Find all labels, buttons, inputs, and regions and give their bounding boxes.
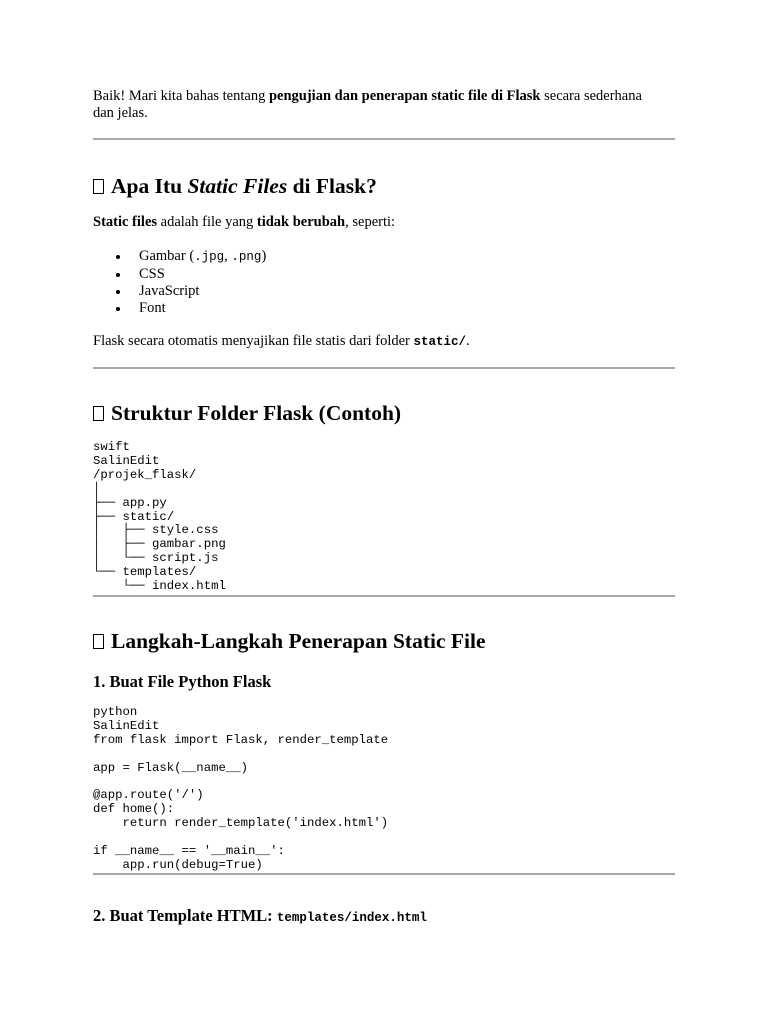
code-line — [93, 776, 388, 790]
heading-italic-text: Static Files — [187, 174, 288, 198]
inline-code: templates/index.html — [276, 911, 427, 925]
inline-code: .jpg — [194, 250, 225, 264]
code-line: app = Flask(__name__) — [93, 760, 248, 775]
code-line: /projek_flask/ — [93, 467, 197, 482]
code-line: python — [93, 705, 138, 719]
code-line: │ ├── gambar.png — [93, 537, 226, 552]
missing-glyph-icon — [93, 406, 104, 421]
list-item-text: Gambar ( — [139, 248, 195, 264]
code-line: SalinEdit — [93, 718, 160, 733]
inline-code: .png — [231, 250, 262, 264]
divider — [93, 873, 675, 875]
heading-text: di Flask? — [287, 174, 377, 198]
code-line: SalinEdit — [93, 453, 160, 468]
list-item — [139, 283, 266, 300]
code-line: │ — [93, 481, 101, 496]
code-line: from flask import Flask, render_template — [93, 732, 389, 747]
code-line: │ └── script.js — [93, 551, 219, 566]
divider — [93, 595, 675, 597]
step1-title — [93, 672, 271, 692]
paragraph-text: . — [466, 333, 470, 349]
definition-term: Static files — [93, 214, 158, 230]
definition-text: , seperti: — [345, 214, 396, 230]
list-item — [139, 248, 266, 266]
code-line: if __name__ == '__main__': — [93, 844, 285, 859]
divider — [93, 138, 675, 140]
code-line: def home(): — [93, 802, 175, 817]
code-line: ├── static/ — [93, 509, 175, 524]
step-title-text: 1. Buat File Python Flask — [93, 672, 272, 691]
paragraph-text: Flask secara otomatis menyajikan file statis dari folder — [93, 333, 414, 349]
folder-structure-code-block — [93, 441, 226, 594]
intro-text-suffix: secara sederhana dan jelas. — [93, 88, 642, 121]
missing-glyph-icon — [93, 179, 104, 194]
static-file-types-list — [93, 248, 266, 317]
missing-glyph-icon — [93, 634, 104, 649]
code-line — [93, 748, 388, 762]
definition-emphasis: tidak berubah — [256, 214, 346, 230]
list-item-text: , — [224, 248, 232, 264]
code-line: ├── app.py — [93, 495, 167, 510]
code-line: @app.route('/') — [93, 788, 204, 803]
step-title-text: 2. Buat Template HTML: — [93, 906, 277, 925]
section-heading-steps — [93, 628, 486, 654]
inline-code: static/ — [413, 335, 467, 349]
code-line: return render_template('index.html') — [93, 816, 389, 831]
heading-text: Struktur Folder Flask (Contoh) — [111, 401, 402, 425]
list-item — [139, 266, 266, 283]
code-line: └── index.html — [93, 579, 226, 594]
intro-paragraph — [93, 88, 653, 122]
list-item-text: CSS — [139, 266, 165, 282]
section-heading-static-files — [93, 173, 377, 199]
code-line: │ ├── style.css — [93, 523, 219, 538]
definition-paragraph — [93, 214, 395, 231]
list-item-text: JavaScript — [139, 283, 200, 299]
code-line: └── templates/ — [93, 565, 197, 580]
divider — [93, 367, 675, 369]
heading-text: Apa Itu — [111, 174, 188, 198]
heading-text: Langkah-Langkah Penerapan Static File — [111, 629, 486, 653]
auto-serve-paragraph — [93, 333, 470, 351]
code-line: swift — [93, 440, 130, 454]
list-item-text: Font — [139, 300, 166, 316]
intro-text-prefix: Baik! Mari kita bahas tentang — [93, 88, 269, 104]
list-item-text: ) — [261, 248, 267, 264]
code-line: app.run(debug=True) — [93, 857, 263, 872]
code-line — [93, 831, 388, 845]
python-code-block — [93, 706, 388, 873]
definition-text: adalah file yang — [157, 214, 257, 230]
step2-title — [93, 906, 427, 928]
section-heading-folder-structure — [93, 400, 401, 426]
intro-text-bold: pengujian dan penerapan static file di Flask — [268, 88, 541, 104]
list-item — [139, 300, 266, 317]
